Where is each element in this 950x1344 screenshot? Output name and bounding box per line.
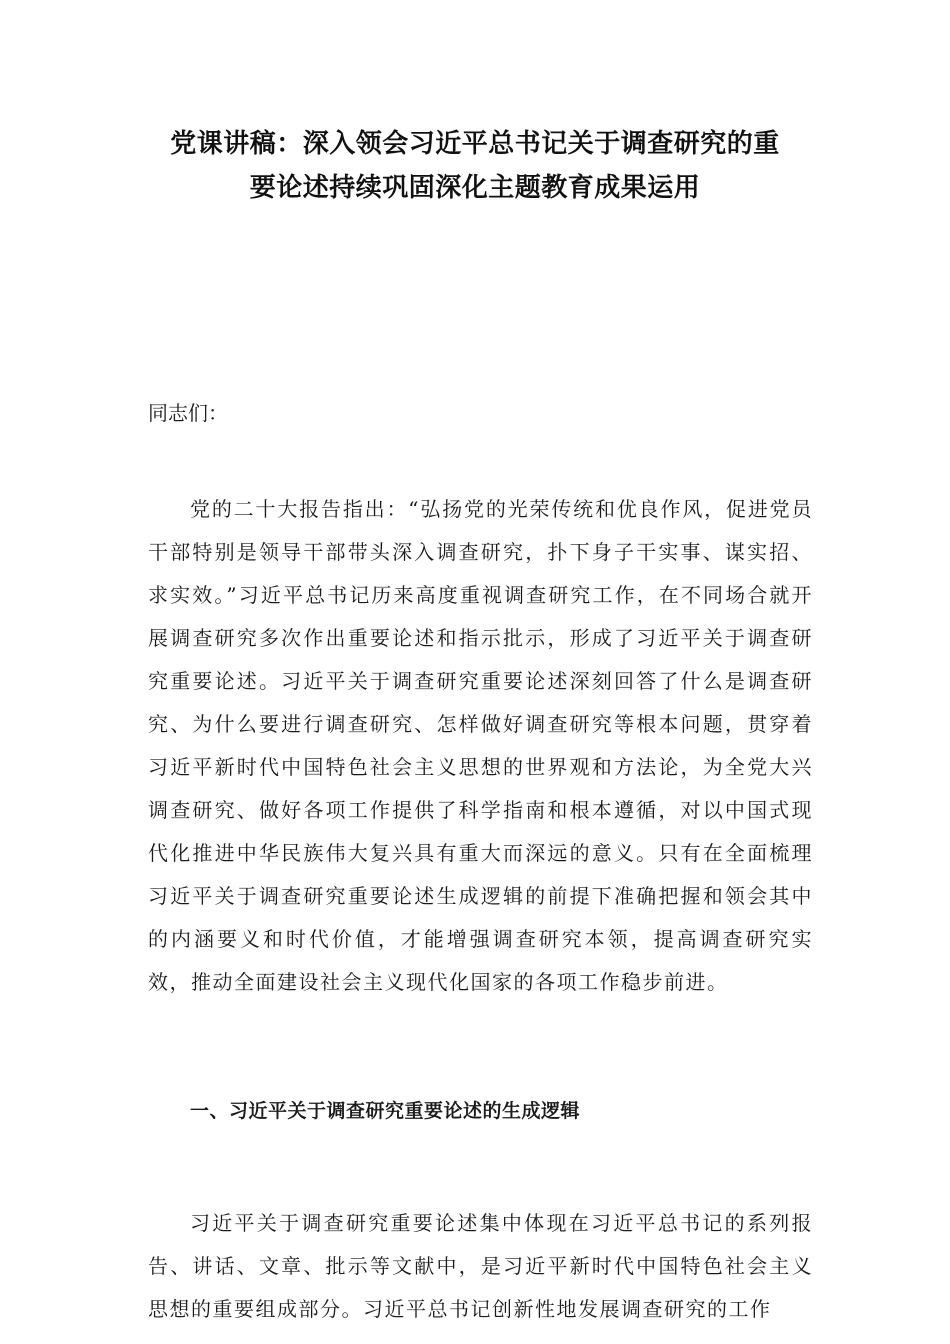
section-heading-1: 一、习近平关于调查研究重要论述的生成逻辑: [190, 1100, 581, 1122]
paragraph-section-1: 习近平关于调查研究重要论述集中体现在习近平总书记的系列报告、讲话、文章、批示等文献中，是习近平新时代中国特色社会主义思想的重要组成部分。习近平总书记创新性地发展调查研究的工作: [148, 1211, 813, 1321]
title-line-2: 要论述持续巩固深化主题教育成果运用: [249, 173, 701, 203]
salutation: 同志们：: [148, 401, 228, 425]
paragraph-intro: 党的二十大报告指出：“弘扬党的光荣传统和优良作风，促进党员干部特别是领导干部带头深入调查研究，扑下身子干实事、谋实招、求实效。”习近平总书记历来高度重视调查研究工作，在不同场合就开展调查研究多次作出重要论述和指示批示，形成了习近平关于调查研究重要论述。习近平关于调查研究重要论述深刻回答了什么是调查研究、为什么要进行调查研究、怎样做好调查研究等根本问题，贯穿着习近平新时代中国特色社会主义思想的世界观和方法论，为全党大兴调查研究、做好各项工作提供了科学指南和根本遵循，对以中国式现代化推进中华民族伟大复兴具有重大而深远的意义。只有在全面梳理习近平关于调查研究重要论述生成逻辑的前提下准确把握和领会其中的内涵要义和时代价值，才能增强调查研究本领，提高调查研究实效，推动全面建设社会主义现代化国家的各项工作稳步前进。: [148, 497, 813, 994]
document-title: [130, 122, 820, 210]
title-line-1: 党课讲稿：深入领会习近平总书记关于调查研究的重: [170, 129, 780, 159]
